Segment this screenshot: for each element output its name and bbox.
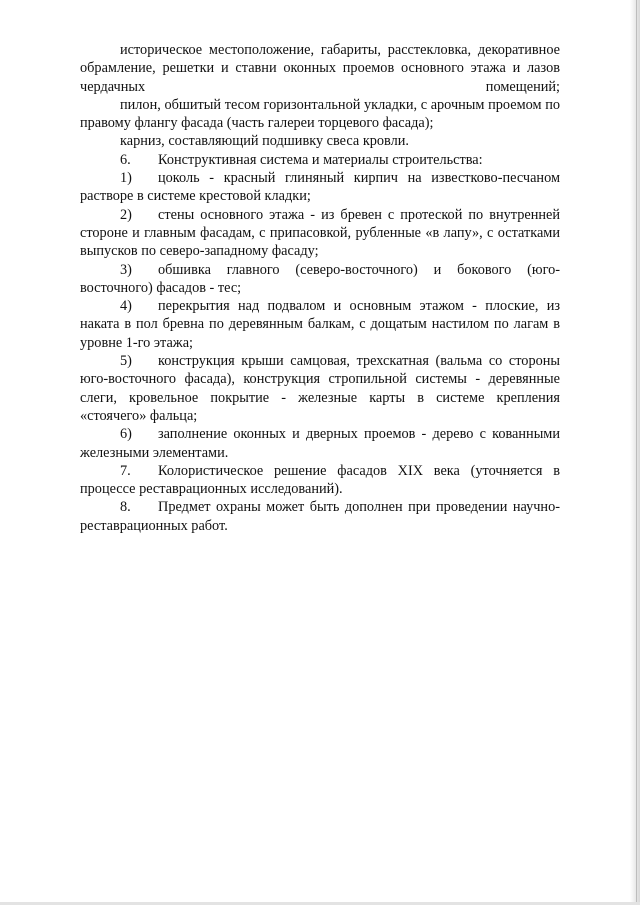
list-item-cladding: [80, 261, 560, 298]
paragraph-text: обшивка главного (северо-восточного) и бокового (юго-восточного) фасадов - тес;: [80, 261, 560, 296]
section-6-heading: [80, 151, 560, 169]
page-edge: [630, 0, 640, 905]
paragraph-text: заполнение оконных и дверных проемов - дерево с кованными железными элементами.: [80, 426, 560, 461]
paragraph-pylon: [80, 96, 560, 133]
section-8-protection-subject: [80, 498, 560, 535]
item-number: 5): [120, 353, 132, 370]
list-item-floors: [80, 297, 560, 352]
paragraph-text: конструкция крыши самцовая, трехскатная (вальма со стороны юго-восточного фасада), конструкция стропильной системы - деревянные слеги, кровельное покрытие - железные карты в системе крепления «стоячего» фальца;: [80, 353, 560, 424]
document-body: [80, 41, 560, 535]
paragraph-window-openings: [80, 41, 560, 96]
item-number: 7.: [120, 462, 131, 479]
item-number: 1): [120, 170, 132, 187]
paragraph-text: цоколь - красный глиняный кирпич на известково-песчаном растворе в системе крестовой кладки;: [80, 170, 560, 205]
paragraph-text: стены основного этажа - из бревен с протеской по внутренней стороне и главным фасадам, с припасовкой, рубленные «в лапу», с остатками выпусков по северо-западному фасаду;: [80, 206, 560, 260]
paragraph-text: Конструктивная система и материалы строительства:: [158, 151, 483, 168]
list-item-walls: [80, 206, 560, 261]
item-number: 4): [120, 298, 132, 315]
paragraph-text: историческое местоположение, габариты, расстекловка, декоративное обрамление, решетки и ставни оконных проемов основного этажа и лазов чердачных помещений;: [80, 42, 560, 95]
item-number: 2): [120, 206, 132, 223]
item-number: 3): [120, 261, 132, 278]
item-number: 6.: [120, 151, 131, 168]
list-item-openings-fill: [80, 425, 560, 462]
item-number: 8.: [120, 499, 131, 516]
item-number: 6): [120, 426, 132, 443]
section-7-color-scheme: [80, 462, 560, 499]
paragraph-cornice: [80, 132, 560, 150]
paragraph-text: перекрытия над подвалом и основным этажом - плоские, из наката в пол бревна по деревянным балкам, с дощатым настилом по лагам в уровне 1-го этажа;: [80, 298, 560, 351]
paragraph-text: Колористическое решение фасадов XIX века (уточняется в процессе реставрационных исследований).: [80, 462, 560, 498]
paragraph-text: Предмет охраны может быть дополнен при проведении научно-реставрационных работ.: [80, 499, 560, 534]
paragraph-text: карниз, составляющий подшивку свеса кровли.: [120, 133, 409, 150]
list-item-plinth: [80, 169, 560, 206]
paragraph-text: пилон, обшитый тесом горизонтальной укладки, с арочным проемом по правому флангу фасада (часть галереи торцевого фасада);: [80, 96, 560, 132]
list-item-roof: [80, 352, 560, 425]
